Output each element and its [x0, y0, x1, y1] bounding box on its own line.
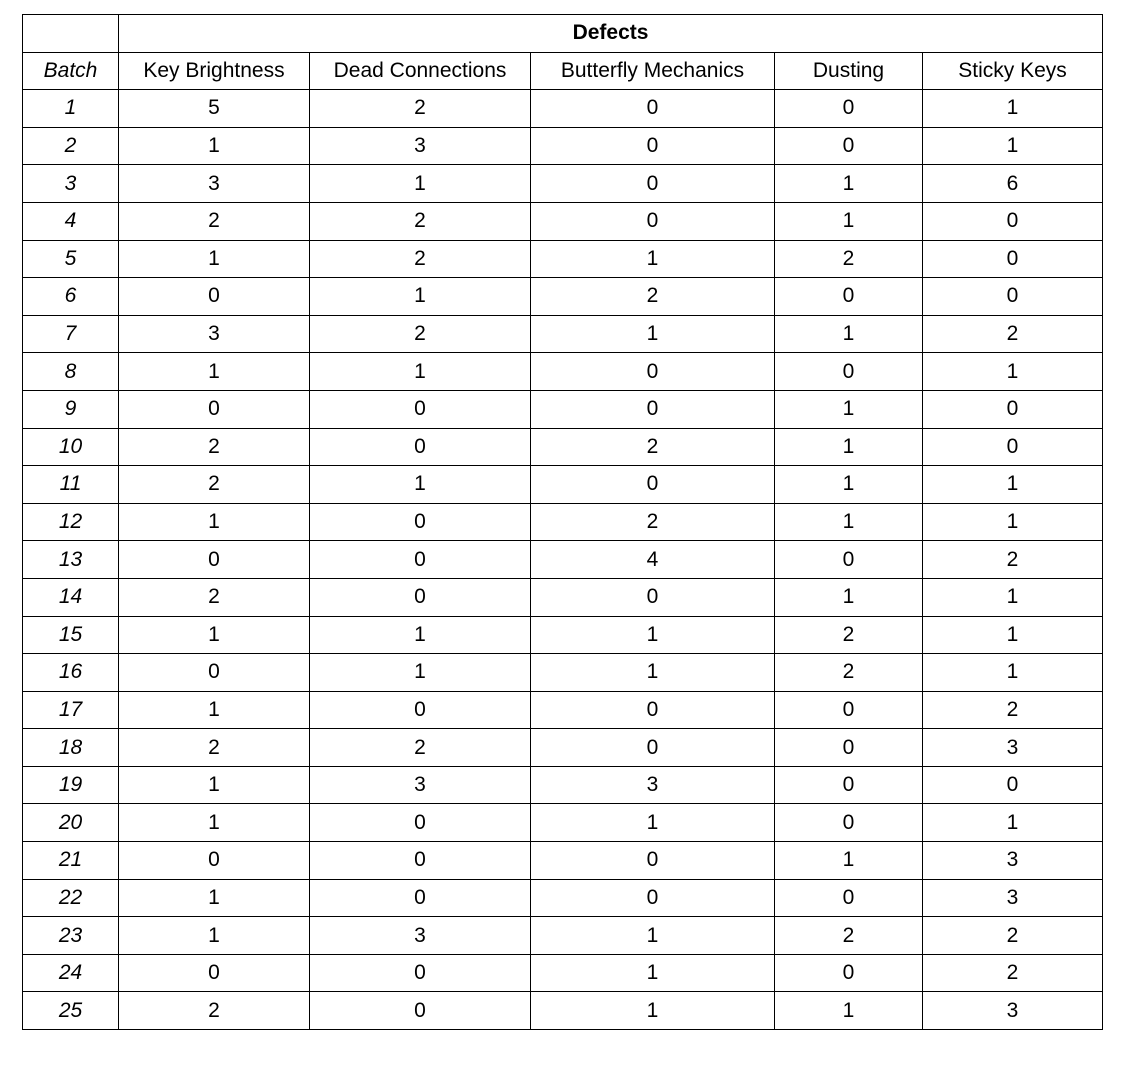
defect-count-cell: 0 [775, 353, 923, 391]
defect-count-cell: 0 [310, 578, 531, 616]
defect-count-cell: 1 [923, 503, 1103, 541]
defect-count-cell: 2 [531, 278, 775, 316]
table-row [23, 578, 1103, 616]
defect-count-cell: 0 [119, 541, 310, 579]
defect-count-cell: 0 [119, 954, 310, 992]
defect-count-cell: 1 [119, 503, 310, 541]
batch-cell: 22 [23, 879, 119, 917]
defect-count-cell: 2 [775, 917, 923, 955]
table-row [23, 390, 1103, 428]
defect-count-cell: 2 [119, 992, 310, 1030]
defect-count-cell: 1 [775, 842, 923, 880]
batch-cell: 13 [23, 541, 119, 579]
column-header-key-brightness: Key Brightness [119, 52, 310, 90]
defect-count-cell: 0 [775, 278, 923, 316]
batch-cell: 11 [23, 466, 119, 504]
defect-count-cell: 0 [310, 541, 531, 579]
defect-count-cell: 1 [775, 390, 923, 428]
defect-count-cell: 1 [310, 654, 531, 692]
table-row [23, 616, 1103, 654]
batch-cell: 2 [23, 127, 119, 165]
defect-count-cell: 0 [775, 954, 923, 992]
batch-cell: 10 [23, 428, 119, 466]
defect-count-cell: 0 [531, 691, 775, 729]
table-row [23, 992, 1103, 1030]
defect-count-cell: 1 [775, 165, 923, 203]
batch-cell: 7 [23, 315, 119, 353]
defect-count-cell: 3 [310, 917, 531, 955]
defect-count-cell: 0 [923, 278, 1103, 316]
defect-count-cell: 2 [923, 691, 1103, 729]
defect-count-cell: 0 [775, 804, 923, 842]
defect-count-cell: 0 [775, 879, 923, 917]
defect-count-cell: 2 [310, 90, 531, 128]
defect-count-cell: 1 [775, 578, 923, 616]
defect-count-cell: 1 [119, 804, 310, 842]
defect-count-cell: 2 [923, 541, 1103, 579]
defect-count-cell: 1 [531, 616, 775, 654]
defect-count-cell: 1 [531, 917, 775, 955]
batch-column-header: Batch [23, 52, 119, 90]
defects-group-header: Defects [119, 15, 1103, 53]
defect-count-cell: 0 [531, 202, 775, 240]
table-row [23, 503, 1103, 541]
batch-cell: 25 [23, 992, 119, 1030]
defect-count-cell: 2 [119, 729, 310, 767]
defect-count-cell: 2 [310, 315, 531, 353]
batch-cell: 15 [23, 616, 119, 654]
defect-count-cell: 1 [119, 127, 310, 165]
defect-count-cell: 1 [923, 804, 1103, 842]
table-row [23, 804, 1103, 842]
defect-count-cell: 3 [923, 729, 1103, 767]
column-header-row [23, 52, 1103, 90]
defect-count-cell: 2 [119, 202, 310, 240]
defect-count-cell: 3 [923, 879, 1103, 917]
defect-count-cell: 4 [531, 541, 775, 579]
defect-count-cell: 0 [310, 804, 531, 842]
defect-count-cell: 1 [310, 353, 531, 391]
batch-cell: 9 [23, 390, 119, 428]
column-header-dusting: Dusting [775, 52, 923, 90]
defect-count-cell: 3 [531, 766, 775, 804]
defect-count-cell: 3 [119, 165, 310, 203]
table-row [23, 353, 1103, 391]
table-row [23, 691, 1103, 729]
defect-count-cell: 2 [119, 428, 310, 466]
defect-count-cell: 0 [775, 729, 923, 767]
defect-count-cell: 1 [531, 240, 775, 278]
defect-count-cell: 0 [923, 202, 1103, 240]
defect-count-cell: 0 [119, 278, 310, 316]
table-row [23, 729, 1103, 767]
batch-cell: 19 [23, 766, 119, 804]
defect-count-cell: 1 [775, 202, 923, 240]
batch-cell: 5 [23, 240, 119, 278]
table-body [23, 90, 1103, 1030]
table-row [23, 879, 1103, 917]
defect-count-cell: 1 [531, 804, 775, 842]
defect-count-cell: 2 [531, 428, 775, 466]
defect-count-cell: 0 [531, 729, 775, 767]
defect-count-cell: 2 [310, 202, 531, 240]
batch-cell: 3 [23, 165, 119, 203]
defect-count-cell: 0 [531, 127, 775, 165]
defect-count-cell: 1 [119, 353, 310, 391]
defect-count-cell: 1 [119, 240, 310, 278]
column-header-dead-connections: Dead Connections [310, 52, 531, 90]
defect-count-cell: 1 [775, 428, 923, 466]
defect-count-cell: 2 [775, 654, 923, 692]
column-header-sticky-keys: Sticky Keys [923, 52, 1103, 90]
defect-count-cell: 1 [119, 766, 310, 804]
defect-count-cell: 1 [923, 654, 1103, 692]
defect-count-cell: 1 [531, 992, 775, 1030]
defect-count-cell: 2 [310, 729, 531, 767]
defect-count-cell: 0 [310, 503, 531, 541]
batch-cell: 23 [23, 917, 119, 955]
table-row [23, 90, 1103, 128]
defect-count-cell: 0 [531, 879, 775, 917]
table-row [23, 541, 1103, 579]
defect-count-cell: 0 [531, 466, 775, 504]
batch-cell: 24 [23, 954, 119, 992]
defect-count-cell: 1 [119, 917, 310, 955]
defect-count-cell: 1 [775, 992, 923, 1030]
defect-count-cell: 0 [310, 428, 531, 466]
batch-cell: 8 [23, 353, 119, 391]
batch-cell: 14 [23, 578, 119, 616]
defect-count-cell: 3 [923, 992, 1103, 1030]
defect-count-cell: 1 [531, 315, 775, 353]
batch-cell: 6 [23, 278, 119, 316]
defect-count-cell: 0 [119, 390, 310, 428]
batch-cell: 20 [23, 804, 119, 842]
batch-cell: 18 [23, 729, 119, 767]
table-row [23, 466, 1103, 504]
defect-count-cell: 1 [310, 165, 531, 203]
table-row [23, 240, 1103, 278]
defect-count-cell: 0 [119, 654, 310, 692]
defect-count-cell: 3 [923, 842, 1103, 880]
defect-count-cell: 0 [531, 578, 775, 616]
defect-count-cell: 1 [775, 503, 923, 541]
batch-cell: 17 [23, 691, 119, 729]
defect-count-cell: 0 [310, 390, 531, 428]
table-row [23, 954, 1103, 992]
batch-cell: 4 [23, 202, 119, 240]
defect-count-cell: 0 [310, 691, 531, 729]
defects-table-container [22, 14, 1103, 1030]
defect-count-cell: 0 [923, 240, 1103, 278]
defect-count-cell: 0 [775, 766, 923, 804]
defect-count-cell: 1 [119, 879, 310, 917]
table-row [23, 766, 1103, 804]
defect-count-cell: 2 [923, 954, 1103, 992]
table-row [23, 165, 1103, 203]
column-header-butterfly-mechanics: Butterfly Mechanics [531, 52, 775, 90]
defect-count-cell: 0 [923, 428, 1103, 466]
defect-count-cell: 0 [531, 842, 775, 880]
table-row [23, 315, 1103, 353]
defect-count-cell: 1 [531, 654, 775, 692]
defects-table [22, 14, 1103, 1030]
defect-count-cell: 0 [775, 127, 923, 165]
defect-count-cell: 1 [923, 353, 1103, 391]
defect-count-cell: 1 [923, 127, 1103, 165]
defect-count-cell: 0 [531, 165, 775, 203]
defect-count-cell: 6 [923, 165, 1103, 203]
defect-count-cell: 0 [775, 90, 923, 128]
table-row [23, 202, 1103, 240]
corner-cell [23, 15, 119, 53]
defect-count-cell: 0 [119, 842, 310, 880]
table-row [23, 654, 1103, 692]
defect-count-cell: 1 [310, 278, 531, 316]
defect-count-cell: 0 [310, 879, 531, 917]
defect-count-cell: 2 [923, 917, 1103, 955]
defect-count-cell: 1 [119, 691, 310, 729]
batch-cell: 1 [23, 90, 119, 128]
defect-count-cell: 0 [923, 390, 1103, 428]
defect-count-cell: 1 [923, 466, 1103, 504]
defect-count-cell: 3 [310, 127, 531, 165]
defect-count-cell: 0 [775, 541, 923, 579]
defect-count-cell: 1 [775, 466, 923, 504]
defect-count-cell: 0 [531, 390, 775, 428]
table-row [23, 428, 1103, 466]
batch-cell: 21 [23, 842, 119, 880]
group-header-row [23, 15, 1103, 53]
defect-count-cell: 2 [310, 240, 531, 278]
defect-count-cell: 1 [310, 466, 531, 504]
defect-count-cell: 0 [531, 90, 775, 128]
defect-count-cell: 5 [119, 90, 310, 128]
defect-count-cell: 2 [119, 578, 310, 616]
defect-count-cell: 0 [310, 842, 531, 880]
defect-count-cell: 0 [775, 691, 923, 729]
table-row [23, 127, 1103, 165]
defect-count-cell: 1 [923, 90, 1103, 128]
table-row [23, 278, 1103, 316]
defect-count-cell: 1 [775, 315, 923, 353]
defect-count-cell: 3 [310, 766, 531, 804]
defect-count-cell: 0 [310, 954, 531, 992]
defect-count-cell: 2 [531, 503, 775, 541]
batch-cell: 12 [23, 503, 119, 541]
table-row [23, 842, 1103, 880]
defect-count-cell: 0 [310, 992, 531, 1030]
defect-count-cell: 0 [923, 766, 1103, 804]
defect-count-cell: 1 [531, 954, 775, 992]
defect-count-cell: 3 [119, 315, 310, 353]
defect-count-cell: 2 [119, 466, 310, 504]
defect-count-cell: 0 [531, 353, 775, 391]
defect-count-cell: 1 [119, 616, 310, 654]
defect-count-cell: 2 [775, 240, 923, 278]
batch-cell: 16 [23, 654, 119, 692]
table-row [23, 917, 1103, 955]
defect-count-cell: 1 [923, 578, 1103, 616]
defect-count-cell: 2 [775, 616, 923, 654]
defect-count-cell: 1 [310, 616, 531, 654]
defect-count-cell: 2 [923, 315, 1103, 353]
defect-count-cell: 1 [923, 616, 1103, 654]
